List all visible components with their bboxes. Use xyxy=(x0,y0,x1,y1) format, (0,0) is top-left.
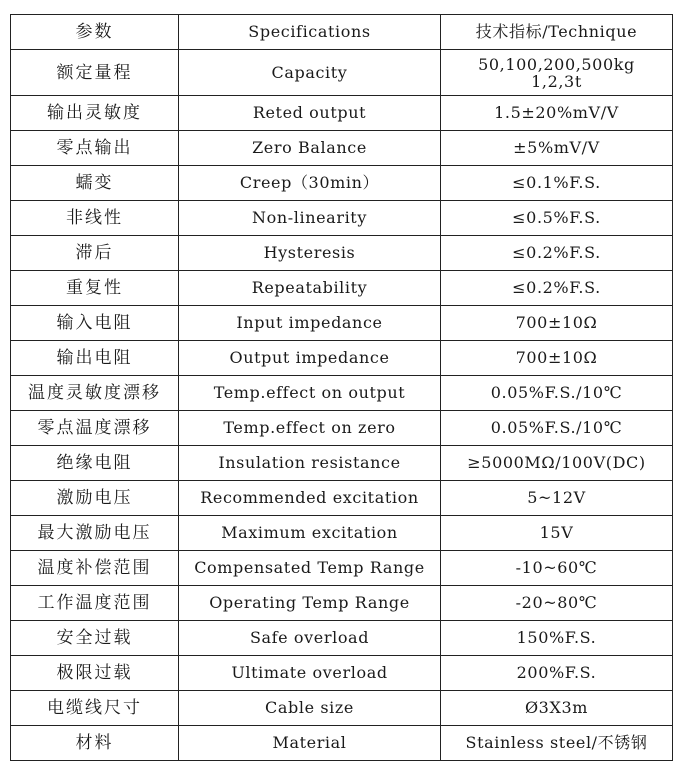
table-row xyxy=(11,236,673,271)
row-param: 输入电阻 xyxy=(11,306,179,341)
table-row xyxy=(11,516,673,551)
row-value: 5~12V xyxy=(441,481,673,516)
row-value: Stainless steel/不锈钢 xyxy=(441,726,673,761)
row-value: 15V xyxy=(441,516,673,551)
row-param: 绝缘电阻 xyxy=(11,446,179,481)
row-value: ≤0.2%F.S. xyxy=(441,236,673,271)
row-param: 零点输出 xyxy=(11,131,179,166)
row-spec: Insulation resistance xyxy=(179,446,441,481)
row-spec: Output impedance xyxy=(179,341,441,376)
row-spec: Compensated Temp Range xyxy=(179,551,441,586)
header-param: 参数 xyxy=(11,15,179,50)
table-row xyxy=(11,166,673,201)
row-value: ≥5000MΩ/100V(DC) xyxy=(441,446,673,481)
row-spec: Input impedance xyxy=(179,306,441,341)
row-value: 0.05%F.S./10℃ xyxy=(441,376,673,411)
row-param: 输出电阻 xyxy=(11,341,179,376)
row-param: 极限过载 xyxy=(11,656,179,691)
row-spec: Cable size xyxy=(179,691,441,726)
table-row xyxy=(11,306,673,341)
row-value: Ø3X3m xyxy=(441,691,673,726)
specifications-table xyxy=(10,14,673,761)
row-param: 额定量程 xyxy=(11,50,179,96)
row-value: ≤0.1%F.S. xyxy=(441,166,673,201)
row-value: 1.5±20%mV/V xyxy=(441,96,673,131)
row-value: 0.05%F.S./10℃ xyxy=(441,411,673,446)
row-value-line2: 1,2,3t xyxy=(531,71,582,91)
table-row xyxy=(11,201,673,236)
table-row xyxy=(11,96,673,131)
row-value: 700±10Ω xyxy=(441,341,673,376)
table-row xyxy=(11,446,673,481)
row-param: 蠕变 xyxy=(11,166,179,201)
row-spec: Reted output xyxy=(179,96,441,131)
row-value: -20~80℃ xyxy=(441,586,673,621)
row-spec: Operating Temp Range xyxy=(179,586,441,621)
row-param: 零点温度漂移 xyxy=(11,411,179,446)
row-spec: Repeatability xyxy=(179,271,441,306)
row-param: 材料 xyxy=(11,726,179,761)
table-row xyxy=(11,271,673,306)
row-spec: Maximum excitation xyxy=(179,516,441,551)
row-spec: Capacity xyxy=(179,50,441,96)
row-value: 200%F.S. xyxy=(441,656,673,691)
row-spec: Recommended excitation xyxy=(179,481,441,516)
row-spec: Non-linearity xyxy=(179,201,441,236)
spec-sheet xyxy=(10,14,672,761)
row-spec: Material xyxy=(179,726,441,761)
row-param: 安全过载 xyxy=(11,621,179,656)
table-row xyxy=(11,50,673,96)
row-value-line1: 50,100,200,500kg xyxy=(478,54,635,74)
row-param: 重复性 xyxy=(11,271,179,306)
table-row xyxy=(11,481,673,516)
row-spec: Creep（30min） xyxy=(179,166,441,201)
table-header-row xyxy=(11,15,673,50)
row-param: 输出灵敏度 xyxy=(11,96,179,131)
row-param: 滞后 xyxy=(11,236,179,271)
row-spec: Hysteresis xyxy=(179,236,441,271)
row-param: 激励电压 xyxy=(11,481,179,516)
table-row xyxy=(11,341,673,376)
table-row xyxy=(11,621,673,656)
row-value: 150%F.S. xyxy=(441,621,673,656)
table-row xyxy=(11,656,673,691)
row-value: ≤0.5%F.S. xyxy=(441,201,673,236)
row-value: ±5%mV/V xyxy=(441,131,673,166)
row-value: ≤0.2%F.S. xyxy=(441,271,673,306)
header-tech: 技术指标/Technique xyxy=(441,15,673,50)
table-row xyxy=(11,726,673,761)
row-param: 电缆线尺寸 xyxy=(11,691,179,726)
row-value xyxy=(441,50,673,96)
header-spec: Specifications xyxy=(179,15,441,50)
table-row xyxy=(11,691,673,726)
row-spec: Temp.effect on zero xyxy=(179,411,441,446)
row-param: 非线性 xyxy=(11,201,179,236)
row-param: 最大激励电压 xyxy=(11,516,179,551)
row-param: 温度灵敏度漂移 xyxy=(11,376,179,411)
row-param: 工作温度范围 xyxy=(11,586,179,621)
table-row xyxy=(11,131,673,166)
row-spec: Ultimate overload xyxy=(179,656,441,691)
table-row xyxy=(11,551,673,586)
row-spec: Zero Balance xyxy=(179,131,441,166)
row-value: -10~60℃ xyxy=(441,551,673,586)
row-value: 700±10Ω xyxy=(441,306,673,341)
row-spec: Safe overload xyxy=(179,621,441,656)
table-row xyxy=(11,376,673,411)
row-spec: Temp.effect on output xyxy=(179,376,441,411)
table-row xyxy=(11,411,673,446)
row-param: 温度补偿范围 xyxy=(11,551,179,586)
table-row xyxy=(11,586,673,621)
